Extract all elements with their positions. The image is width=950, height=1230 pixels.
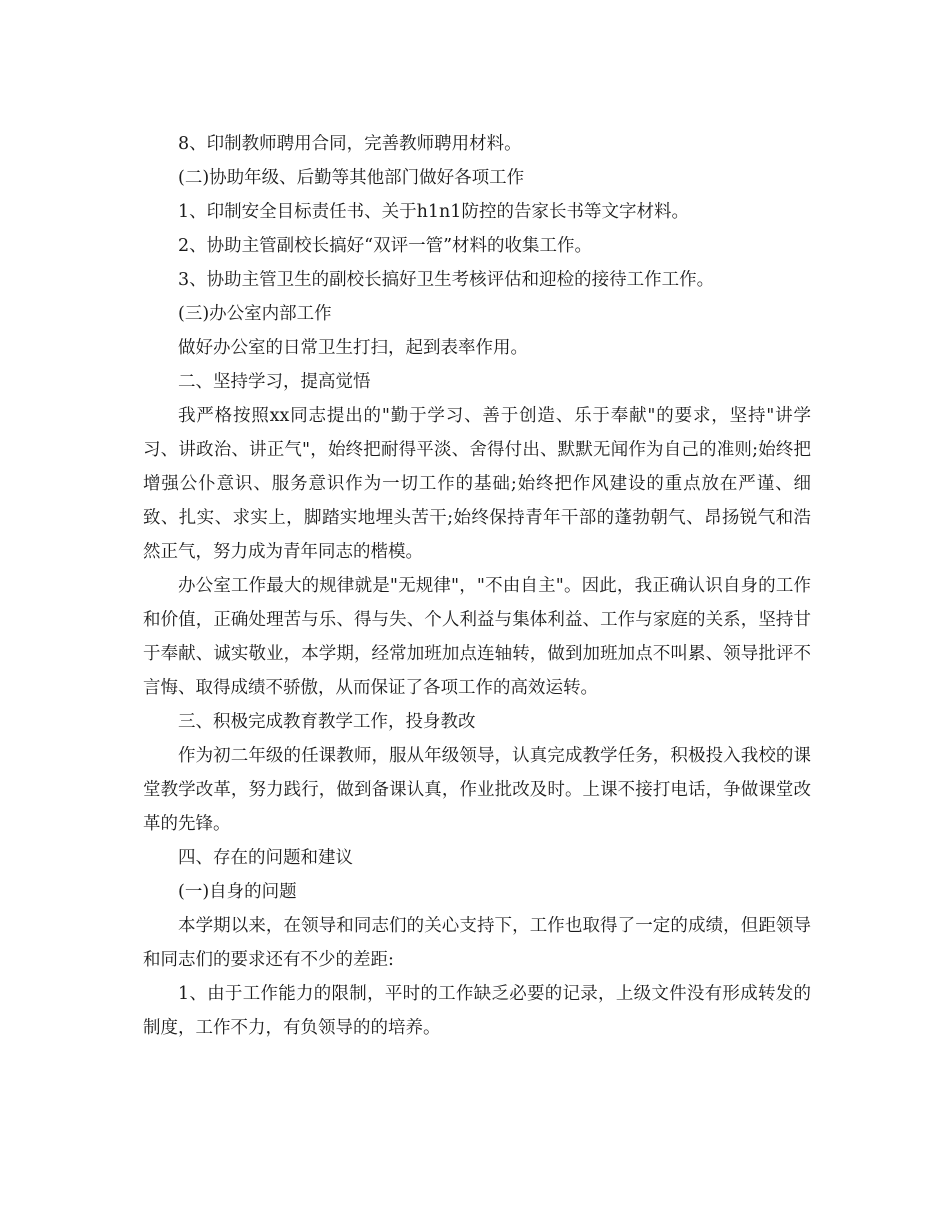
paragraph-item-1: 1、印制安全目标责任书、关于h1n1防控的告家长书等文字材料。 xyxy=(178,202,689,222)
paragraph-problem-1: 1、由于工作能力的限制，平时的工作缺乏必要的记录，上级文件没有形成转发的制度，工作不力，有负领导的的培养。 xyxy=(143,984,811,1038)
section-heading-own-problems: (一)自身的问题 xyxy=(178,882,297,902)
section-heading-teaching: 三、积极完成教育教学工作，投身教改 xyxy=(178,712,476,732)
paragraph-teaching: 作为初二年级的任课教师，服从年级领导，认真完成教学任务，积极投入我校的课堂教学改革，努力践行，做到备课认真，作业批改及时。上课不接打电话，争做课堂改革的先锋。 xyxy=(143,746,811,834)
paragraph-item-3: 3、协助主管卫生的副校长搞好卫生考核评估和迎检的接待工作工作。 xyxy=(178,270,715,290)
paragraph-study-requirements: 我严格按照xx同志提出的"勤于学习、善于创造、乐于奉献"的要求，坚持"讲学习、讲政治、讲正气"，始终把耐得平淡、舍得付出、默默无闻作为自己的准则;始终把增强公仆意识、服务意识作为一切工作的基础;始终把作风建设的重点放在严谨、细致、扎实、求实上，脚踏实地埋头苦干;始终保持青年干部的蓬勃朝气、昂扬锐气和浩然正气，努力成为青年同志的楷模。 xyxy=(143,406,811,562)
section-heading-study: 二、坚持学习，提高觉悟 xyxy=(178,372,371,392)
paragraph-item-2: 2、协助主管副校长搞好“双评一管”材料的收集工作。 xyxy=(178,236,593,256)
section-heading-office-internal: (三)办公室内部工作 xyxy=(178,304,332,324)
paragraph-office-work-rules: 办公室工作最大的规律就是"无规律"，"不由自主"。因此，我正确认识自身的工作和价值，正确处理苦与乐、得与失、个人利益与集体利益、工作与家庭的关系，坚持甘于奉献、诚实敬业，本学期，经常加班加点连轴转，做到加班加点不叫累、领导批评不言悔、取得成绩不骄傲，从而保证了各项工作的高效运转。 xyxy=(143,576,811,698)
document-body xyxy=(143,127,811,1045)
paragraph-semester-summary: 本学期以来，在领导和同志们的关心支持下，工作也取得了一定的成绩，但距领导和同志们的要求还有不少的差距: xyxy=(143,916,811,970)
section-heading-assist-departments: (二)协助年级、后勤等其他部门做好各项工作 xyxy=(178,168,525,188)
section-heading-problems: 四、存在的问题和建议 xyxy=(178,848,353,868)
paragraph-item-8: 8、印制教师聘用合同，完善教师聘用材料。 xyxy=(178,134,522,154)
paragraph-office-cleaning: 做好办公室的日常卫生打扫，起到表率作用。 xyxy=(178,338,528,358)
